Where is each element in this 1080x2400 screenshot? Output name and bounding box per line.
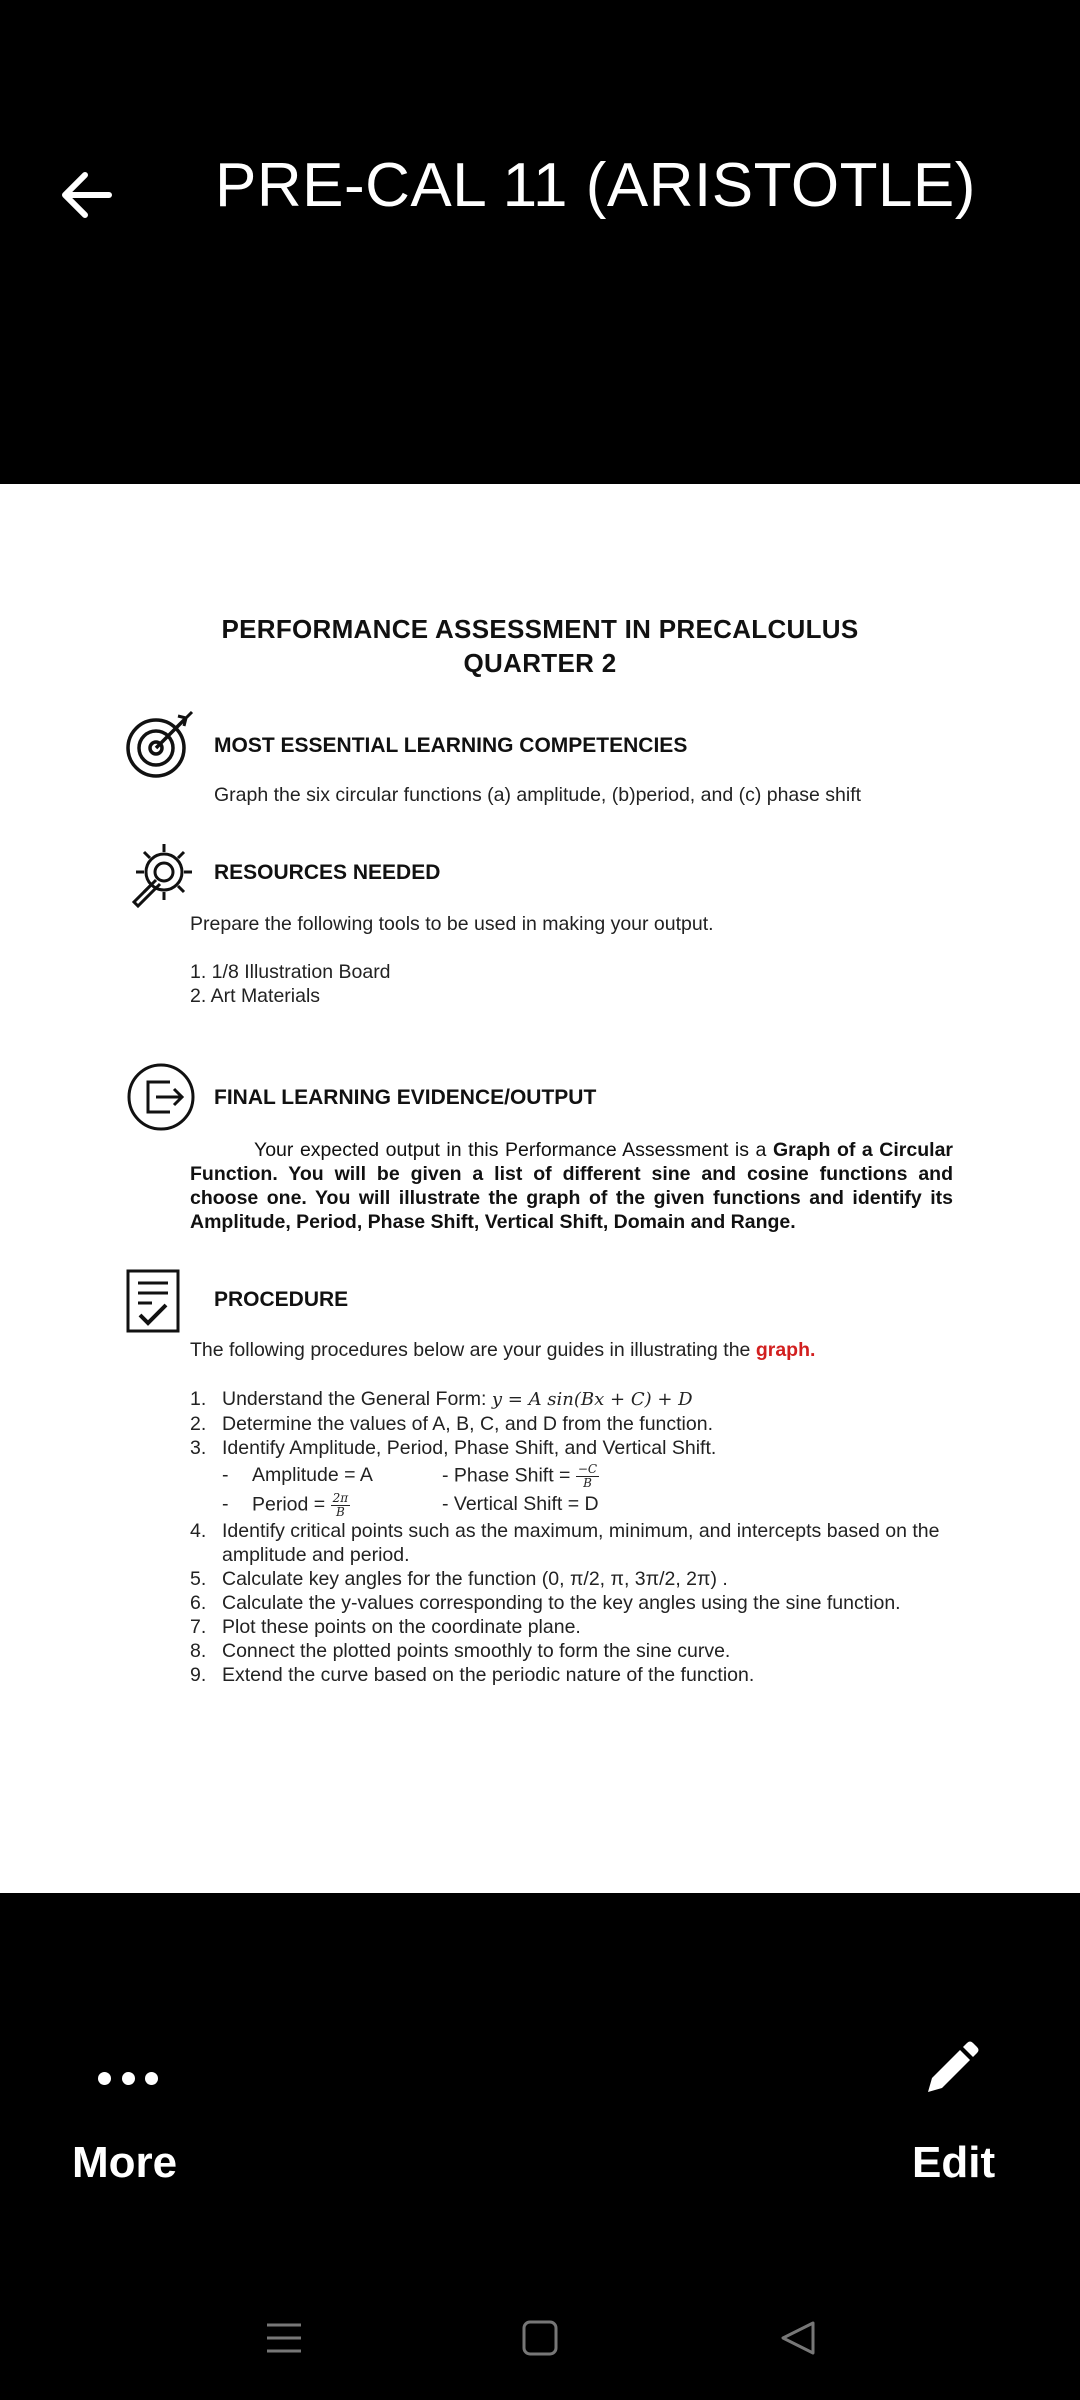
document-page[interactable] <box>0 484 1080 1893</box>
gear-icon <box>126 840 198 912</box>
list-item: 4. Identify critical points such as the maximum, minimum, and intercepts based on the amplitude and period. <box>190 1520 940 1566</box>
list-item: 5. Calculate key angles for the function (0, π/2, π, 3π/2, 2π) . <box>190 1568 728 1590</box>
period-fraction: $\frac{2\pi}{B}$ <box>332 1491 349 1519</box>
output-text-bold: Graph of a Circular Function. You will be given a list of different sine and cosine functions and choose one. You will illustrate the graph of the given functions and identify its Amplitude, Period, Phase Shift, Vertical Shift, Domain and Range. <box>190 1139 954 1233</box>
edit-button[interactable] <box>900 2068 1020 2198</box>
procedure-intro <box>190 1339 815 1362</box>
more-label: More <box>72 2138 178 2187</box>
resources-intro: Prepare the following tools to be used in making your output. <box>190 913 714 935</box>
app-header <box>0 0 1080 484</box>
list-item: 8. Connect the plotted points smoothly to form the sine curve. <box>190 1640 731 1662</box>
procedure-list <box>190 1387 960 1687</box>
output-paragraph <box>190 1138 953 1234</box>
phase-shift-fraction: $\frac{-C}{B}$ <box>577 1462 598 1490</box>
more-button[interactable] <box>60 2068 200 2188</box>
procedure-heading: PROCEDURE <box>214 1288 349 1311</box>
nav-recent-apps-button[interactable] <box>262 2313 306 2363</box>
checklist-icon <box>126 1269 182 1335</box>
resource-item: 2. Art Materials <box>190 985 321 1007</box>
document-title-line2: QUARTER 2 <box>463 648 617 678</box>
competencies-heading: MOST ESSENTIAL LEARNING COMPETENCIES <box>214 734 688 757</box>
list-item: 9. Extend the curve based on the periodic nature of the function. <box>190 1664 755 1686</box>
edit-label: Edit <box>912 2138 996 2187</box>
resources-heading: RESOURCES NEEDED <box>214 861 441 884</box>
more-dots-icon <box>98 2068 158 2088</box>
list-item: 2. Determine the values of A, B, C, and D from the function. <box>190 1413 713 1435</box>
target-icon <box>124 710 194 778</box>
output-heading: FINAL LEARNING EVIDENCE/OUTPUT <box>214 1086 597 1109</box>
list-item: 6. Calculate the y-values corresponding to the key angles using the sine function. <box>190 1592 901 1614</box>
output-text-plain: Your expected output in this Performance Assessment is a <box>254 1139 773 1161</box>
pencil-icon <box>920 2040 980 2100</box>
back-button[interactable] <box>50 160 120 230</box>
list-item: 7. Plot these points on the coordinate plane. <box>190 1616 581 1638</box>
list-subitem: - Amplitude = A - Phase Shift = $\frac{-C}{B}$ <box>222 1462 598 1490</box>
nav-home-button[interactable] <box>518 2313 562 2363</box>
procedure-intro-highlight: graph. <box>755 1339 816 1361</box>
procedure-intro-text: The following procedures below are your guides in illustrating the <box>190 1339 756 1361</box>
document-title-line1: PERFORMANCE ASSESSMENT IN PRECALCULUS <box>221 614 859 644</box>
list-item: 1. Understand the General Form: y = A sin(Bx + C) + D <box>190 1388 693 1410</box>
list-item: 3. Identify Amplitude, Period, Phase Shift, and Vertical Shift. <box>190 1437 717 1459</box>
menu-lines-icon <box>265 2319 303 2357</box>
page-title: PRE-CAL 11 (ARISTOTLE) <box>215 151 976 220</box>
nav-back-button[interactable] <box>776 2313 820 2363</box>
exit-box-icon <box>126 1062 196 1132</box>
back-arrow-icon <box>57 170 113 220</box>
home-square-icon <box>521 2319 559 2357</box>
resource-item: 1. 1/8 Illustration Board <box>190 961 391 983</box>
list-subitem: - Period = $\frac{2\pi}{B}$ - Vertical Shift = D <box>222 1491 599 1519</box>
general-form-formula: y = A sin(Bx + C) + D <box>491 1389 693 1410</box>
triangle-back-icon <box>779 2319 817 2357</box>
competencies-text: Graph the six circular functions (a) amplitude, (b)period, and (c) phase shift <box>214 784 862 806</box>
bottom-action-bar <box>0 1893 1080 2400</box>
